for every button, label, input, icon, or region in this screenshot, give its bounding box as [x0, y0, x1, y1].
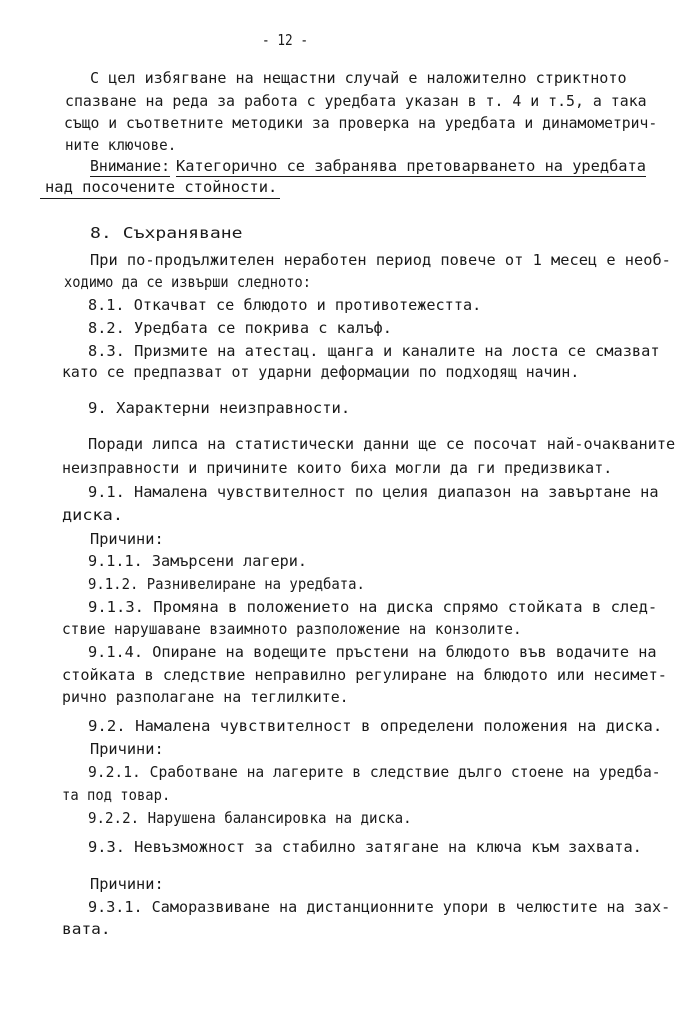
- item-9-3-1-cont: вата.: [62, 920, 111, 938]
- intro-line-2: спазване на реда за работа с уредбата указан в т. 4 и т.5, а така: [65, 92, 647, 110]
- item-9-1-4: 9.1.4. Опиране на водещите пръстени на блюдото във водачите на: [88, 643, 657, 661]
- causes-label-9-3: Причини:: [90, 875, 164, 893]
- item-9-1-4-cont-2: рично разполагане на теглилките.: [62, 688, 349, 706]
- section-9-heading: 9. Характерни неизправности.: [88, 399, 351, 417]
- item-9-3: 9.3. Невъзможност за стабилно затягане на ключа към захвата.: [88, 838, 642, 856]
- causes-label-9-2: Причини:: [90, 740, 164, 758]
- section-8-heading: 8. Съхраняване: [90, 224, 243, 242]
- item-9-3-1: 9.3.1. Саморазвиване на дистанционните упори в челюстите на зах-: [88, 898, 671, 916]
- intro-line-4: ните ключове.: [65, 136, 177, 154]
- item-9-2-1-cont: та под товар.: [62, 786, 171, 804]
- item-9-1: 9.1. Намалена чувствителност по целия диапазон на завъртане на: [88, 483, 659, 501]
- item-9-1-4-cont-1: стойката в следствие неправилно регулиране на блюдото или несимет-: [62, 666, 667, 684]
- item-9-1-cont: диска.: [62, 506, 123, 524]
- section-8-item-2: 8.2. Уредбата се покрива с калъф.: [88, 319, 392, 337]
- item-9-1-3: 9.1.3. Промяна в положението на диска спрямо стойката в след-: [88, 598, 658, 616]
- item-9-2-1: 9.2.1. Сработване на лагерите в следствие дълго стоене на уредба-: [88, 763, 661, 781]
- intro-line-3: също и съответните методики за проверка на уредбата и динамометрич-: [64, 114, 658, 132]
- warning-line-1: [176, 156, 646, 176]
- item-9-1-1: 9.1.1. Замърсени лагери.: [88, 552, 307, 570]
- item-9-2-2: 9.2.2. Нарушена балансировка на диска.: [88, 809, 412, 827]
- warning-label: [90, 156, 170, 176]
- page-number: - 12 -: [262, 31, 308, 49]
- section-9-intro-1: Поради липса на статистически данни ще се посочат най-очакваните: [88, 435, 676, 453]
- section-9-intro-2: неизправности и причините които биха могли да ги предизвикат.: [62, 459, 613, 477]
- warning-line-1-text: Категорично се забранява претоварването на уредбата: [176, 157, 646, 175]
- causes-label-9-1: Причини:: [90, 530, 164, 548]
- warning-label-text: Внимание:: [90, 157, 170, 175]
- intro-line-1: С цел избягване на нещастни случай е наложително стриктното: [90, 69, 627, 87]
- warning-line-2: над посочените стойности.: [45, 178, 278, 196]
- item-9-1-2: 9.1.2. Разнивелиране на уредбата.: [88, 575, 365, 593]
- section-8-item-3: 8.3. Призмите на атестац. щанга и каналите на лоста се смазват: [88, 342, 660, 360]
- item-9-2: 9.2. Намалена чувствителност в определени положения на диска.: [88, 717, 663, 735]
- section-8-intro-1: При по-продължителен неработен период повече от 1 месец е необ-: [90, 251, 671, 269]
- item-9-1-3-cont: ствие нарушаване взаимното разположение на конзолите.: [62, 620, 522, 638]
- section-8-item-1: 8.1. Откачват се блюдото и противотежестта.: [88, 296, 482, 314]
- section-8-item-3-cont: като се предпазват от ударни деформации по подходящ начин.: [62, 363, 580, 381]
- warning-underline: [40, 198, 280, 199]
- section-8-intro-2: ходимо да се извърши следното:: [64, 273, 311, 291]
